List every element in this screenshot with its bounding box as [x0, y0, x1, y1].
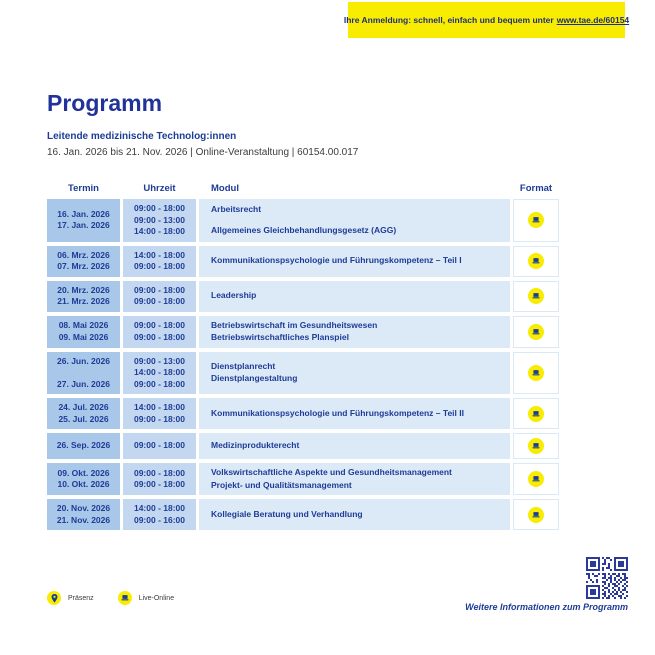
location-pin-icon — [47, 591, 61, 605]
live-online-icon — [528, 471, 544, 487]
termin-cell — [47, 499, 120, 530]
time-line: 14:00 - 18:00 — [133, 249, 186, 260]
module-line: Leadership — [211, 290, 257, 301]
uhrzeit-cell — [123, 433, 196, 459]
registration-banner — [343, 2, 630, 38]
qr-code — [586, 557, 628, 599]
live-online-icon — [528, 212, 544, 228]
legend-item-praesenz — [47, 591, 94, 605]
live-online-icon — [528, 253, 544, 269]
termin-cell — [47, 281, 120, 312]
time-line: 09:00 - 13:00 — [133, 355, 186, 366]
live-online-icon — [528, 365, 544, 381]
time-line: 09:00 - 18:00 — [133, 479, 186, 489]
time-line: 09:00 - 18:00 — [133, 296, 186, 306]
format-cell — [513, 246, 559, 277]
module-line: Arbeitsrecht — [211, 203, 262, 214]
legend-item-live-online — [118, 591, 174, 605]
format-cell — [513, 433, 559, 459]
termin-cell — [47, 199, 120, 242]
format-cell — [513, 352, 559, 395]
format-cell — [513, 281, 559, 312]
time-line: 09:00 - 18:00 — [133, 261, 186, 271]
live-online-icon — [528, 406, 544, 422]
modul-cell — [199, 352, 510, 395]
time-line: 09:00 - 18:00 — [133, 331, 186, 342]
termin-cell — [47, 316, 120, 348]
module-line: Dienstplanrecht — [211, 360, 276, 371]
module-line: Volkswirtschaftliche Aspekte und Gesundheitsmanagement — [211, 467, 452, 477]
time-line: 09:00 - 18:00 — [133, 467, 186, 478]
legend-label-praesenz: Präsenz — [68, 594, 94, 602]
modul-cell — [199, 281, 510, 312]
date-line: 21. Nov. 2026 — [56, 514, 111, 525]
module-line: Allgemeines Gleichbehandlungsgesetz (AGG) — [211, 225, 397, 236]
format-cell — [513, 463, 559, 495]
date-line: 24. Jul. 2026 — [58, 402, 109, 412]
termin-cell — [47, 463, 120, 495]
termin-cell — [47, 433, 120, 459]
course-meta: 16. Jan. 2026 bis 21. Nov. 2026 | Online-Veranstaltung | 60154.00.017 — [47, 147, 359, 158]
qr-caption: Weitere Informationen zum Programm — [465, 602, 628, 612]
date-line: 09. Okt. 2026 — [57, 467, 110, 478]
live-online-icon — [528, 507, 544, 523]
module-line: Medizinprodukterecht — [211, 440, 300, 451]
banner-link[interactable]: www.tae.de/60154 — [556, 15, 630, 25]
module-line: Kommunikationspsychologie und Führungskompetenz – Teil I — [211, 255, 462, 266]
date-line: 07. Mrz. 2026 — [57, 261, 110, 271]
module-line: Dienstplangestaltung — [211, 373, 298, 384]
modul-cell — [199, 499, 510, 530]
time-line: 09:00 - 16:00 — [133, 514, 186, 525]
modul-cell — [199, 199, 510, 242]
module-line: Betriebswirtschaft im Gesundheitswesen — [211, 319, 378, 330]
time-line: 09:00 - 18:00 — [133, 440, 186, 451]
uhrzeit-cell — [123, 316, 196, 348]
banner-text: Ihre Anmeldung: schnell, einfach und bequem unter — [343, 15, 554, 25]
uhrzeit-cell — [123, 352, 196, 395]
format-legend — [47, 591, 174, 605]
time-line: 09:00 - 18:00 — [133, 203, 186, 213]
module-line: Betriebswirtschaftliches Planspiel — [211, 332, 349, 342]
modul-cell — [199, 316, 510, 348]
table-row — [47, 352, 559, 395]
table-row — [47, 398, 559, 429]
termin-cell — [47, 246, 120, 277]
date-line: 08. Mai 2026 — [58, 320, 109, 330]
date-line: 21. Mrz. 2026 — [57, 296, 110, 306]
date-line: 16. Jan. 2026 — [57, 208, 110, 219]
module-line: Projekt- und Qualitätsmanagement — [211, 479, 352, 490]
modul-cell — [199, 398, 510, 429]
date-line: 26. Jun. 2026 — [57, 355, 110, 366]
table-row — [47, 246, 559, 277]
table-row — [47, 433, 559, 459]
date-line: 17. Jan. 2026 — [57, 220, 110, 231]
date-line: 25. Jul. 2026 — [58, 413, 109, 424]
date-line: 26. Sep. 2026 — [56, 440, 111, 451]
table-row — [47, 463, 559, 495]
module-line: Kollegiale Beratung und Verhandlung — [211, 508, 363, 519]
format-cell — [513, 199, 559, 242]
uhrzeit-cell — [123, 281, 196, 312]
uhrzeit-cell — [123, 246, 196, 277]
date-line: 20. Nov. 2026 — [56, 503, 111, 513]
col-header-modul: Modul — [211, 182, 239, 194]
time-line: 09:00 - 18:00 — [133, 413, 186, 424]
uhrzeit-cell — [123, 398, 196, 429]
table-header-row — [47, 180, 559, 196]
table-row — [47, 281, 559, 312]
live-online-icon — [528, 288, 544, 304]
date-line: 10. Okt. 2026 — [57, 479, 110, 489]
modul-cell — [199, 463, 510, 495]
laptop-icon — [118, 591, 132, 605]
modul-cell — [199, 433, 510, 459]
course-title: Leitende medizinische Technolog:innen — [47, 131, 237, 142]
format-cell — [513, 499, 559, 530]
table-row — [47, 199, 559, 242]
time-line: 14:00 - 18:00 — [133, 367, 186, 377]
format-cell — [513, 398, 559, 429]
time-line: 14:00 - 18:00 — [133, 402, 186, 412]
time-line: 09:00 - 13:00 — [133, 214, 186, 225]
legend-label-live-online: Live-Online — [138, 594, 175, 602]
date-line: 09. Mai 2026 — [58, 331, 109, 342]
time-line: 09:00 - 18:00 — [133, 284, 186, 295]
table-body — [47, 199, 559, 530]
modul-cell — [199, 246, 510, 277]
date-line: 27. Jun. 2026 — [57, 378, 110, 389]
date-line — [49, 367, 118, 379]
time-line: 14:00 - 18:00 — [133, 226, 186, 236]
date-line: 06. Mrz. 2026 — [57, 249, 110, 260]
date-line: 20. Mrz. 2026 — [57, 284, 110, 295]
col-header-format: Format — [519, 182, 553, 194]
col-header-uhrzeit: Uhrzeit — [143, 182, 176, 194]
termin-cell — [47, 352, 120, 395]
page-title: Programm — [47, 90, 163, 116]
qr-block — [465, 557, 628, 612]
time-line: 09:00 - 18:00 — [133, 320, 186, 330]
table-row — [47, 499, 559, 530]
time-line: 14:00 - 18:00 — [133, 503, 186, 513]
module-line: Kommunikationspsychologie und Führungskompetenz – Teil II — [211, 407, 464, 418]
uhrzeit-cell — [123, 199, 196, 242]
uhrzeit-cell — [123, 499, 196, 530]
uhrzeit-cell — [123, 463, 196, 495]
live-online-icon — [528, 438, 544, 454]
program-table — [47, 180, 559, 534]
col-header-termin: Termin — [68, 182, 99, 194]
time-line: 09:00 - 18:00 — [133, 378, 186, 389]
table-row — [47, 316, 559, 348]
format-cell — [513, 316, 559, 348]
termin-cell — [47, 398, 120, 429]
live-online-icon — [528, 324, 544, 340]
